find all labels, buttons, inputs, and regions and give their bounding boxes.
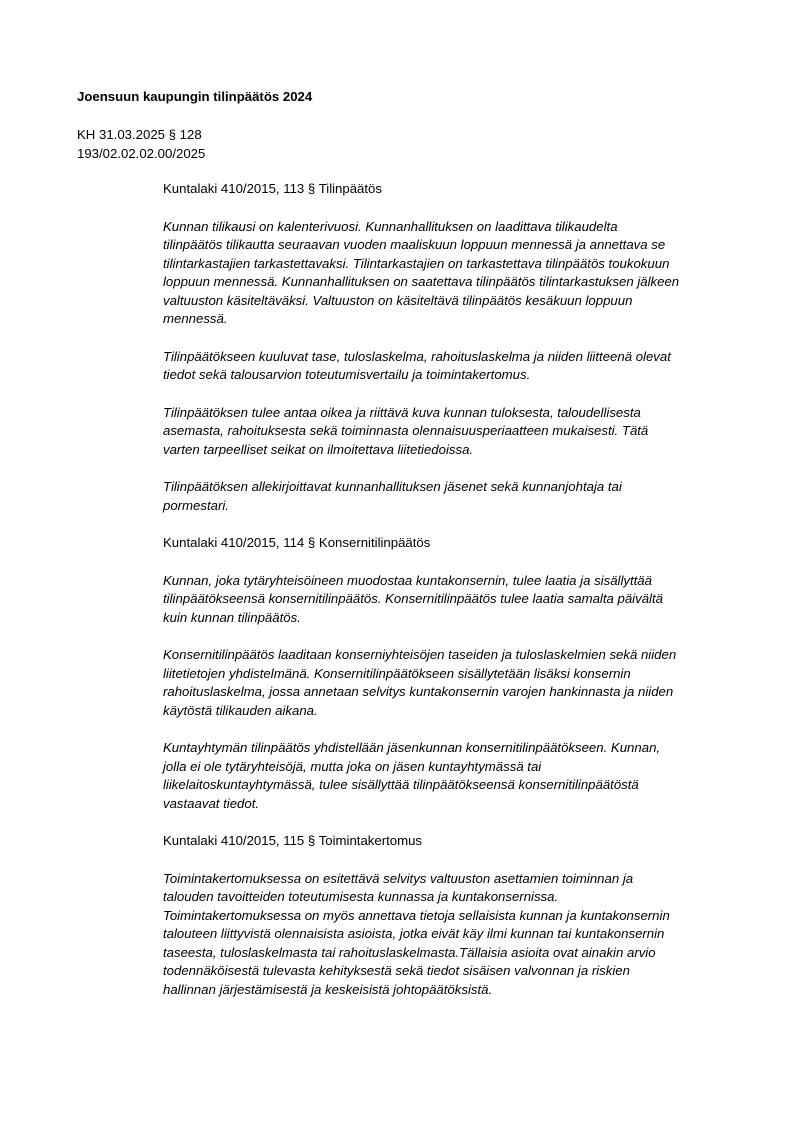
paragraph-line: Kunnan tilikausi on kalenterivuosi. Kunnanhallituksen on laadittava tilikaudelta <box>163 218 618 234</box>
paragraph-line: tilintarkastajien tarkastettavaksi. Tilintarkastajien on tarkastettava tilinpäätös toukokuun <box>163 255 670 271</box>
paragraph-line: hallinnan järjestämisestä ja keskeisistä johtopäätöksistä. <box>163 981 493 997</box>
paragraph-line: asemasta, rahoituksesta sekä toiminnasta olennaisuusperiaatteen mukaisesti. Tätä <box>163 423 649 438</box>
paragraph-line: Kuntayhtymän tilinpäätös yhdistellään jäsenkunnan konsernitilinpäätökseen. Kunnan, <box>163 740 661 755</box>
meeting-reference: KH 31.03.2025 § 128 <box>77 127 202 142</box>
paragraph-line: valtuuston käsiteltäväksi. Valtuuston on käsiteltävä tilinpäätös kesäkuun loppuun <box>163 292 633 308</box>
paragraph-line: tilinpäätös tilikautta seuraavan vuoden maaliskuun loppuun mennessä ja annettava se <box>163 237 666 252</box>
paragraph-line: talouteen liittyvistä olennaisista asioista, jotka eivät käy ilmi kunnan tai kuntakonsernin <box>163 926 665 941</box>
paragraph-line: Kunnan, joka tytäryhteisöineen muodostaa kuntakonsernin, tulee laatia ja sisällyttää <box>163 572 652 588</box>
diary-number: 193/02.02.02.00/2025 <box>77 145 206 161</box>
paragraph-line: Tilinpäätöksen tulee antaa oikea ja riittävä kuva kunnan tuloksesta, taloudellisesta <box>163 404 641 420</box>
paragraph-line: pormestari. <box>163 497 229 513</box>
paragraph-line: rahoituslaskelma, jossa annetaan selvitys kuntakonsernin varojen hankinnasta ja niiden <box>163 684 674 699</box>
paragraph-line: mennessä. <box>163 311 228 326</box>
paragraph-line: tilinpäätökseensä konsernitilinpäätös. Konsernitilinpäätös tulee laatia samalta päivältä <box>163 591 663 606</box>
paragraph-line: Toimintakertomuksessa on esitettävä selvitys valtuuston asettamien toiminnan ja <box>163 870 634 886</box>
section-heading-toimintakertomus: Kuntalaki 410/2015, 115 § Toimintakertomus <box>163 833 423 848</box>
paragraph-line: Toimintakertomuksessa on myös annettava tietoja sellaisista kunnan ja kuntakonsernin <box>163 907 670 923</box>
document-title: Joensuun kaupungin tilinpäätös 2024 <box>77 89 313 104</box>
paragraph <box>163 478 753 515</box>
document-meta <box>77 126 205 163</box>
section-heading-konsernitilinpaatos: Kuntalaki 410/2015, 114 § Konsernitilinpäätös <box>163 535 431 550</box>
section-heading-tilinpaatos: Kuntalaki 410/2015, 113 § Tilinpäätös <box>163 181 382 196</box>
paragraph <box>163 218 753 329</box>
paragraph-line: tiedot sekä talousarvion toteutumisvertailu ja toimintakertomus. <box>163 367 531 382</box>
paragraph <box>163 870 753 1000</box>
paragraph <box>163 739 753 813</box>
paragraph <box>163 348 753 385</box>
paragraph-line: loppuun mennessä. Kunnanhallituksen on saatettava tilinpäätös tilintarkastuksen jälkeen <box>163 274 680 289</box>
paragraph-line: varten tarpeelliset seikat on ilmoitettava liitetiedoissa. <box>163 441 474 457</box>
paragraph-line: liikelaitoskuntayhtymässä, tulee sisällyttää tilinpäätökseensä konsernitilinpäätöstä <box>163 777 639 792</box>
paragraph <box>163 646 753 720</box>
paragraph-line: jolla ei ole tytäryhteisöjä, mutta joka on jäsen kuntayhtymässä tai <box>163 758 542 774</box>
paragraph-line: Konsernitilinpäätös laaditaan konserniyhteisöjen taseiden ja tuloslaskelmien sekä niiden <box>163 647 677 662</box>
paragraph-line: todennäköisestä tulevasta kehityksestä sekä tiedot sisäisen valvonnan ja riskien <box>163 963 630 978</box>
document-body <box>163 180 753 999</box>
paragraph-line: Tilinpäätöksen allekirjoittavat kunnanhallituksen jäsenet sekä kunnanjohtaja tai <box>163 479 622 494</box>
paragraph-line: käytöstä tilikauden aikana. <box>163 702 318 718</box>
paragraph-line: Tilinpäätökseen kuuluvat tase, tuloslaskelma, rahoituslaskelma ja niiden liitteenä olevat <box>163 348 671 364</box>
paragraph-line: talouden tavoitteiden toteutumisesta kunnassa ja kuntakonsernissa. <box>163 889 559 904</box>
paragraph-line: vastaavat tiedot. <box>163 795 260 811</box>
paragraph-line: kuin kunnan tilinpäätös. <box>163 609 301 625</box>
paragraph-line: liitetietojen yhdistelmänä. Konsernitilinpäätökseen sisällytetään lisäksi konsernin <box>163 665 631 681</box>
paragraph <box>163 404 753 460</box>
paragraph <box>163 572 753 628</box>
paragraph-line: taseesta, tuloslaskelmasta tai rahoituslaskelmasta.Tällaisia asioita ovat ainakin arvio <box>163 944 656 960</box>
